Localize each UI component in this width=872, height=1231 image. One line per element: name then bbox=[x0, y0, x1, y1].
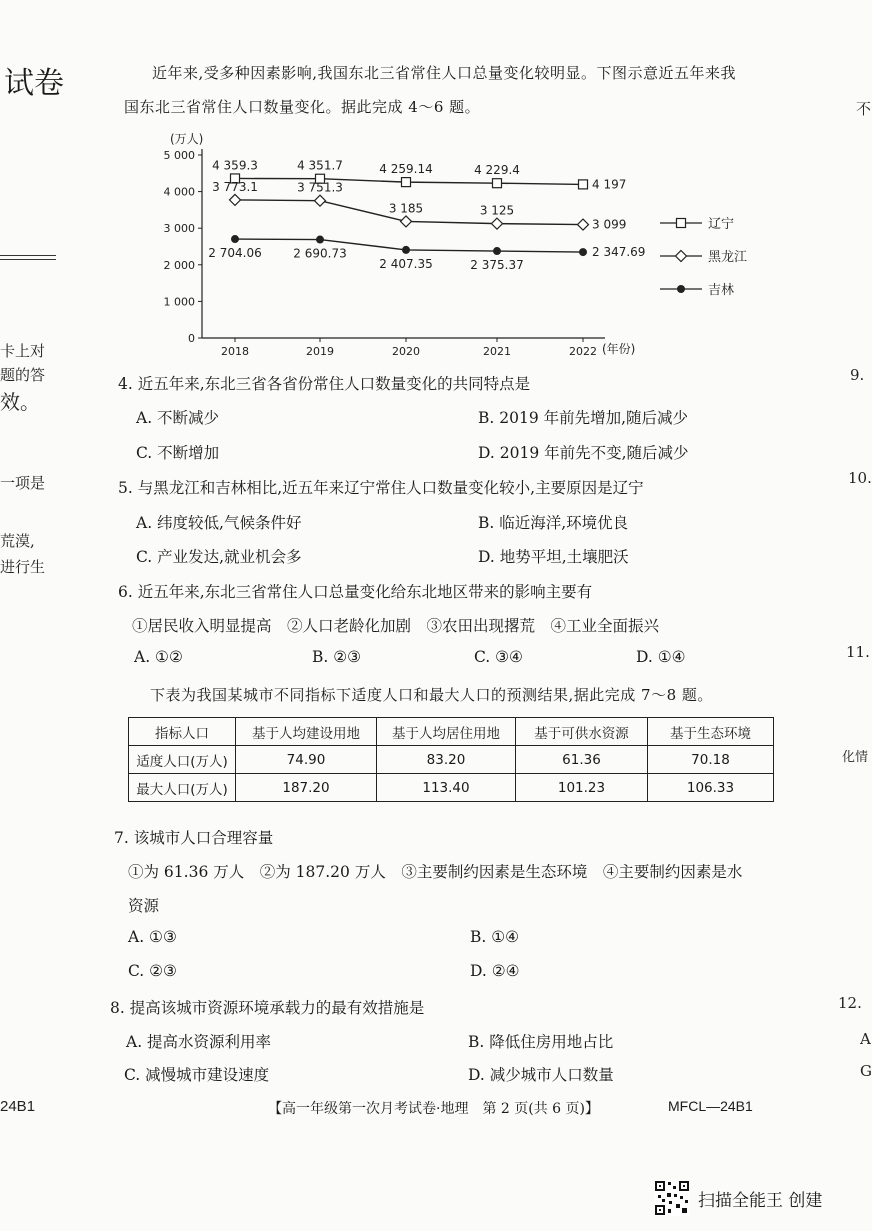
margin-note: 题的答 bbox=[0, 366, 46, 384]
question-8-option-a[interactable]: A. 提高水资源利用率 bbox=[126, 1033, 272, 1051]
data-point-square bbox=[579, 180, 588, 189]
data-label: 4 229.4 bbox=[474, 163, 520, 178]
legend-square-icon bbox=[677, 219, 686, 228]
data-point-square bbox=[493, 179, 502, 188]
x-tick-label: 2019 bbox=[306, 345, 334, 358]
margin-header: 试卷 bbox=[4, 66, 64, 101]
data-point-dot bbox=[493, 247, 501, 255]
table-cell: 70.18 bbox=[648, 746, 774, 774]
margin-note: 进行生 bbox=[0, 558, 46, 576]
intro-line-2: 国东北三省常住人口数量变化。据此完成 4～6 题。 bbox=[124, 98, 481, 116]
x-axis-label: (年份) bbox=[602, 342, 636, 356]
question-8-stem: 8. 提高该城市资源环境承载力的最有效措施是 bbox=[110, 999, 425, 1017]
data-label: 2 375.37 bbox=[470, 258, 524, 273]
question-4-option-b[interactable]: B. 2019 年前先增加,随后减少 bbox=[478, 409, 689, 427]
y-tick-label: 4 000 bbox=[163, 185, 195, 199]
data-label: 3 099 bbox=[592, 217, 627, 232]
y-tick-label: 2 000 bbox=[163, 258, 195, 272]
question-4-option-a[interactable]: A. 不断减少 bbox=[136, 409, 220, 427]
question-7-statements: ①为 61.36 万人 ②为 187.20 万人 ③主要制约因素是生态环境 ④主要制约因素是水 bbox=[128, 863, 743, 881]
question-7-statements-cont: 资源 bbox=[128, 897, 160, 915]
data-label: 2 407.35 bbox=[379, 256, 433, 271]
data-point-diamond bbox=[492, 218, 503, 229]
question-8-option-c[interactable]: C. 减慢城市建设速度 bbox=[124, 1066, 270, 1084]
x-tick-label: 2021 bbox=[483, 345, 511, 358]
question-7-option-c[interactable]: C. ②③ bbox=[128, 962, 177, 980]
question-8-option-d[interactable]: D. 减少城市人口数量 bbox=[468, 1066, 614, 1084]
table-cell: 最大人口(万人) bbox=[129, 774, 236, 802]
data-label: 3 185 bbox=[388, 201, 424, 216]
footer-code: MFCL—24B1 bbox=[668, 1098, 753, 1114]
margin-rule bbox=[0, 255, 56, 260]
legend-label: 黑龙江 bbox=[708, 250, 748, 265]
question-7-option-d[interactable]: D. ②④ bbox=[470, 962, 520, 980]
y-tick-label: 3 000 bbox=[163, 222, 195, 236]
table-header: 基于人均居住用地 bbox=[377, 718, 516, 746]
question-4-stem: 4. 近五年来,东北三省各省份常住人口数量变化的共同特点是 bbox=[118, 375, 531, 393]
margin-note: 效。 bbox=[0, 390, 40, 414]
intro-line-1: 近年来,受多种因素影响,我国东北三省常住人口总量变化较明显。下图示意近五年来我 bbox=[152, 64, 737, 82]
question-6-option-b[interactable]: B. ②③ bbox=[312, 648, 362, 666]
data-point-diamond bbox=[315, 195, 326, 206]
margin-note: 卡上对 bbox=[0, 342, 46, 360]
question-5-option-d[interactable]: D. 地势平坦,土壤肥沃 bbox=[478, 548, 629, 566]
qr-code-icon bbox=[654, 1180, 690, 1216]
population-line-chart bbox=[150, 125, 770, 360]
data-point-diamond bbox=[578, 219, 589, 230]
question-6-option-a[interactable]: A. ①② bbox=[134, 648, 183, 666]
data-label: 2 347.69 bbox=[592, 245, 646, 260]
scanner-watermark: 扫描全能王 创建 bbox=[698, 1191, 823, 1211]
margin-note: 10. bbox=[848, 469, 872, 487]
margin-note: 荒漠, bbox=[0, 532, 35, 550]
population-table bbox=[128, 717, 774, 802]
data-point-diamond bbox=[230, 194, 241, 205]
table-cell: 74.90 bbox=[236, 746, 377, 774]
table-cell: 101.23 bbox=[516, 774, 648, 802]
table-header: 基于人均建设用地 bbox=[236, 718, 377, 746]
table-cell: 83.20 bbox=[377, 746, 516, 774]
question-4-option-d[interactable]: D. 2019 年前先不变,随后减少 bbox=[478, 444, 689, 462]
y-axis-label: (万人) bbox=[170, 132, 204, 146]
table-cell: 187.20 bbox=[236, 774, 377, 802]
question-5-option-b[interactable]: B. 临近海洋,环境优良 bbox=[478, 514, 629, 532]
data-label: 4 259.14 bbox=[379, 162, 433, 177]
x-tick-label: 2018 bbox=[221, 345, 249, 358]
legend-label: 吉林 bbox=[708, 283, 735, 298]
data-label: 3 125 bbox=[479, 203, 515, 218]
legend-diamond-icon bbox=[676, 251, 687, 262]
question-7-option-a[interactable]: A. ①③ bbox=[128, 928, 177, 946]
margin-note: A bbox=[860, 1030, 871, 1048]
data-label: 2 704.06 bbox=[208, 246, 262, 261]
y-tick-label: 1 000 bbox=[163, 295, 195, 309]
margin-code: 24B1 bbox=[0, 1098, 36, 1115]
data-point-dot bbox=[402, 246, 410, 254]
data-label: 4 197 bbox=[592, 177, 627, 192]
question-5-stem: 5. 与黑龙江和吉林相比,近五年来辽宁常住人口数量变化较小,主要原因是辽宁 bbox=[118, 479, 644, 497]
x-tick-label: 2020 bbox=[392, 345, 420, 358]
data-label: 3 773.1 bbox=[212, 179, 258, 194]
question-7-option-b[interactable]: B. ①④ bbox=[470, 928, 520, 946]
question-6-option-c[interactable]: C. ③④ bbox=[474, 648, 523, 666]
table-cell: 113.40 bbox=[377, 774, 516, 802]
x-tick-label: 2022 bbox=[569, 345, 597, 358]
question-6-stem: 6. 近五年来,东北三省常住人口总量变化给东北地区带来的影响主要有 bbox=[118, 583, 593, 601]
y-tick-label: 5 000 bbox=[163, 149, 195, 162]
margin-note: 12. bbox=[838, 994, 862, 1012]
table-header: 指标人口 bbox=[129, 718, 236, 746]
legend-label: 辽宁 bbox=[708, 217, 735, 232]
data-point-diamond bbox=[401, 216, 412, 227]
question-5-option-c[interactable]: C. 产业发达,就业机会多 bbox=[136, 548, 302, 566]
data-point-dot bbox=[579, 248, 587, 256]
margin-note: G bbox=[860, 1062, 872, 1080]
question-6-statements: ①居民收入明显提高 ②人口老龄化加剧 ③农田出现撂荒 ④工业全面振兴 bbox=[132, 617, 660, 635]
page-footer: 【高一年级第一次月考试卷·地理 第 2 页(共 6 页)】 bbox=[268, 1101, 599, 1117]
margin-note: 化情 bbox=[842, 750, 869, 765]
margin-note: 11. bbox=[846, 643, 870, 661]
data-point-dot bbox=[316, 236, 324, 244]
table-cell: 61.36 bbox=[516, 746, 648, 774]
data-point-square bbox=[402, 178, 411, 187]
question-7-stem: 7. 该城市人口合理容量 bbox=[114, 829, 274, 847]
data-label: 2 690.73 bbox=[293, 246, 347, 261]
table-header: 基于生态环境 bbox=[648, 718, 774, 746]
data-point-dot bbox=[231, 235, 239, 243]
data-label: 3 751.3 bbox=[297, 180, 343, 195]
question-8-option-b[interactable]: B. 降低住房用地占比 bbox=[468, 1033, 614, 1051]
table-header: 基于可供水资源 bbox=[516, 718, 648, 746]
question-5-option-a[interactable]: A. 纬度较低,气候条件好 bbox=[136, 514, 302, 532]
y-tick-label: 0 bbox=[188, 332, 195, 345]
data-label: 4 351.7 bbox=[297, 158, 343, 173]
table-header-row bbox=[129, 718, 774, 746]
question-6-option-d[interactable]: D. ①④ bbox=[636, 648, 686, 666]
data-label: 4 359.3 bbox=[212, 158, 258, 173]
table-row bbox=[129, 746, 774, 774]
margin-note: 一项是 bbox=[0, 474, 46, 492]
table-row bbox=[129, 774, 774, 802]
question-4-option-c[interactable]: C. 不断增加 bbox=[136, 444, 220, 462]
margin-note: 不 bbox=[856, 100, 872, 118]
table-intro: 下表为我国某城市不同指标下适度人口和最大人口的预测结果,据此完成 7～8 题。 bbox=[150, 686, 713, 704]
legend-dot-icon bbox=[677, 285, 685, 293]
margin-note: 9. bbox=[850, 366, 865, 384]
table-cell: 106.33 bbox=[648, 774, 774, 802]
table-cell: 适度人口(万人) bbox=[129, 746, 236, 774]
